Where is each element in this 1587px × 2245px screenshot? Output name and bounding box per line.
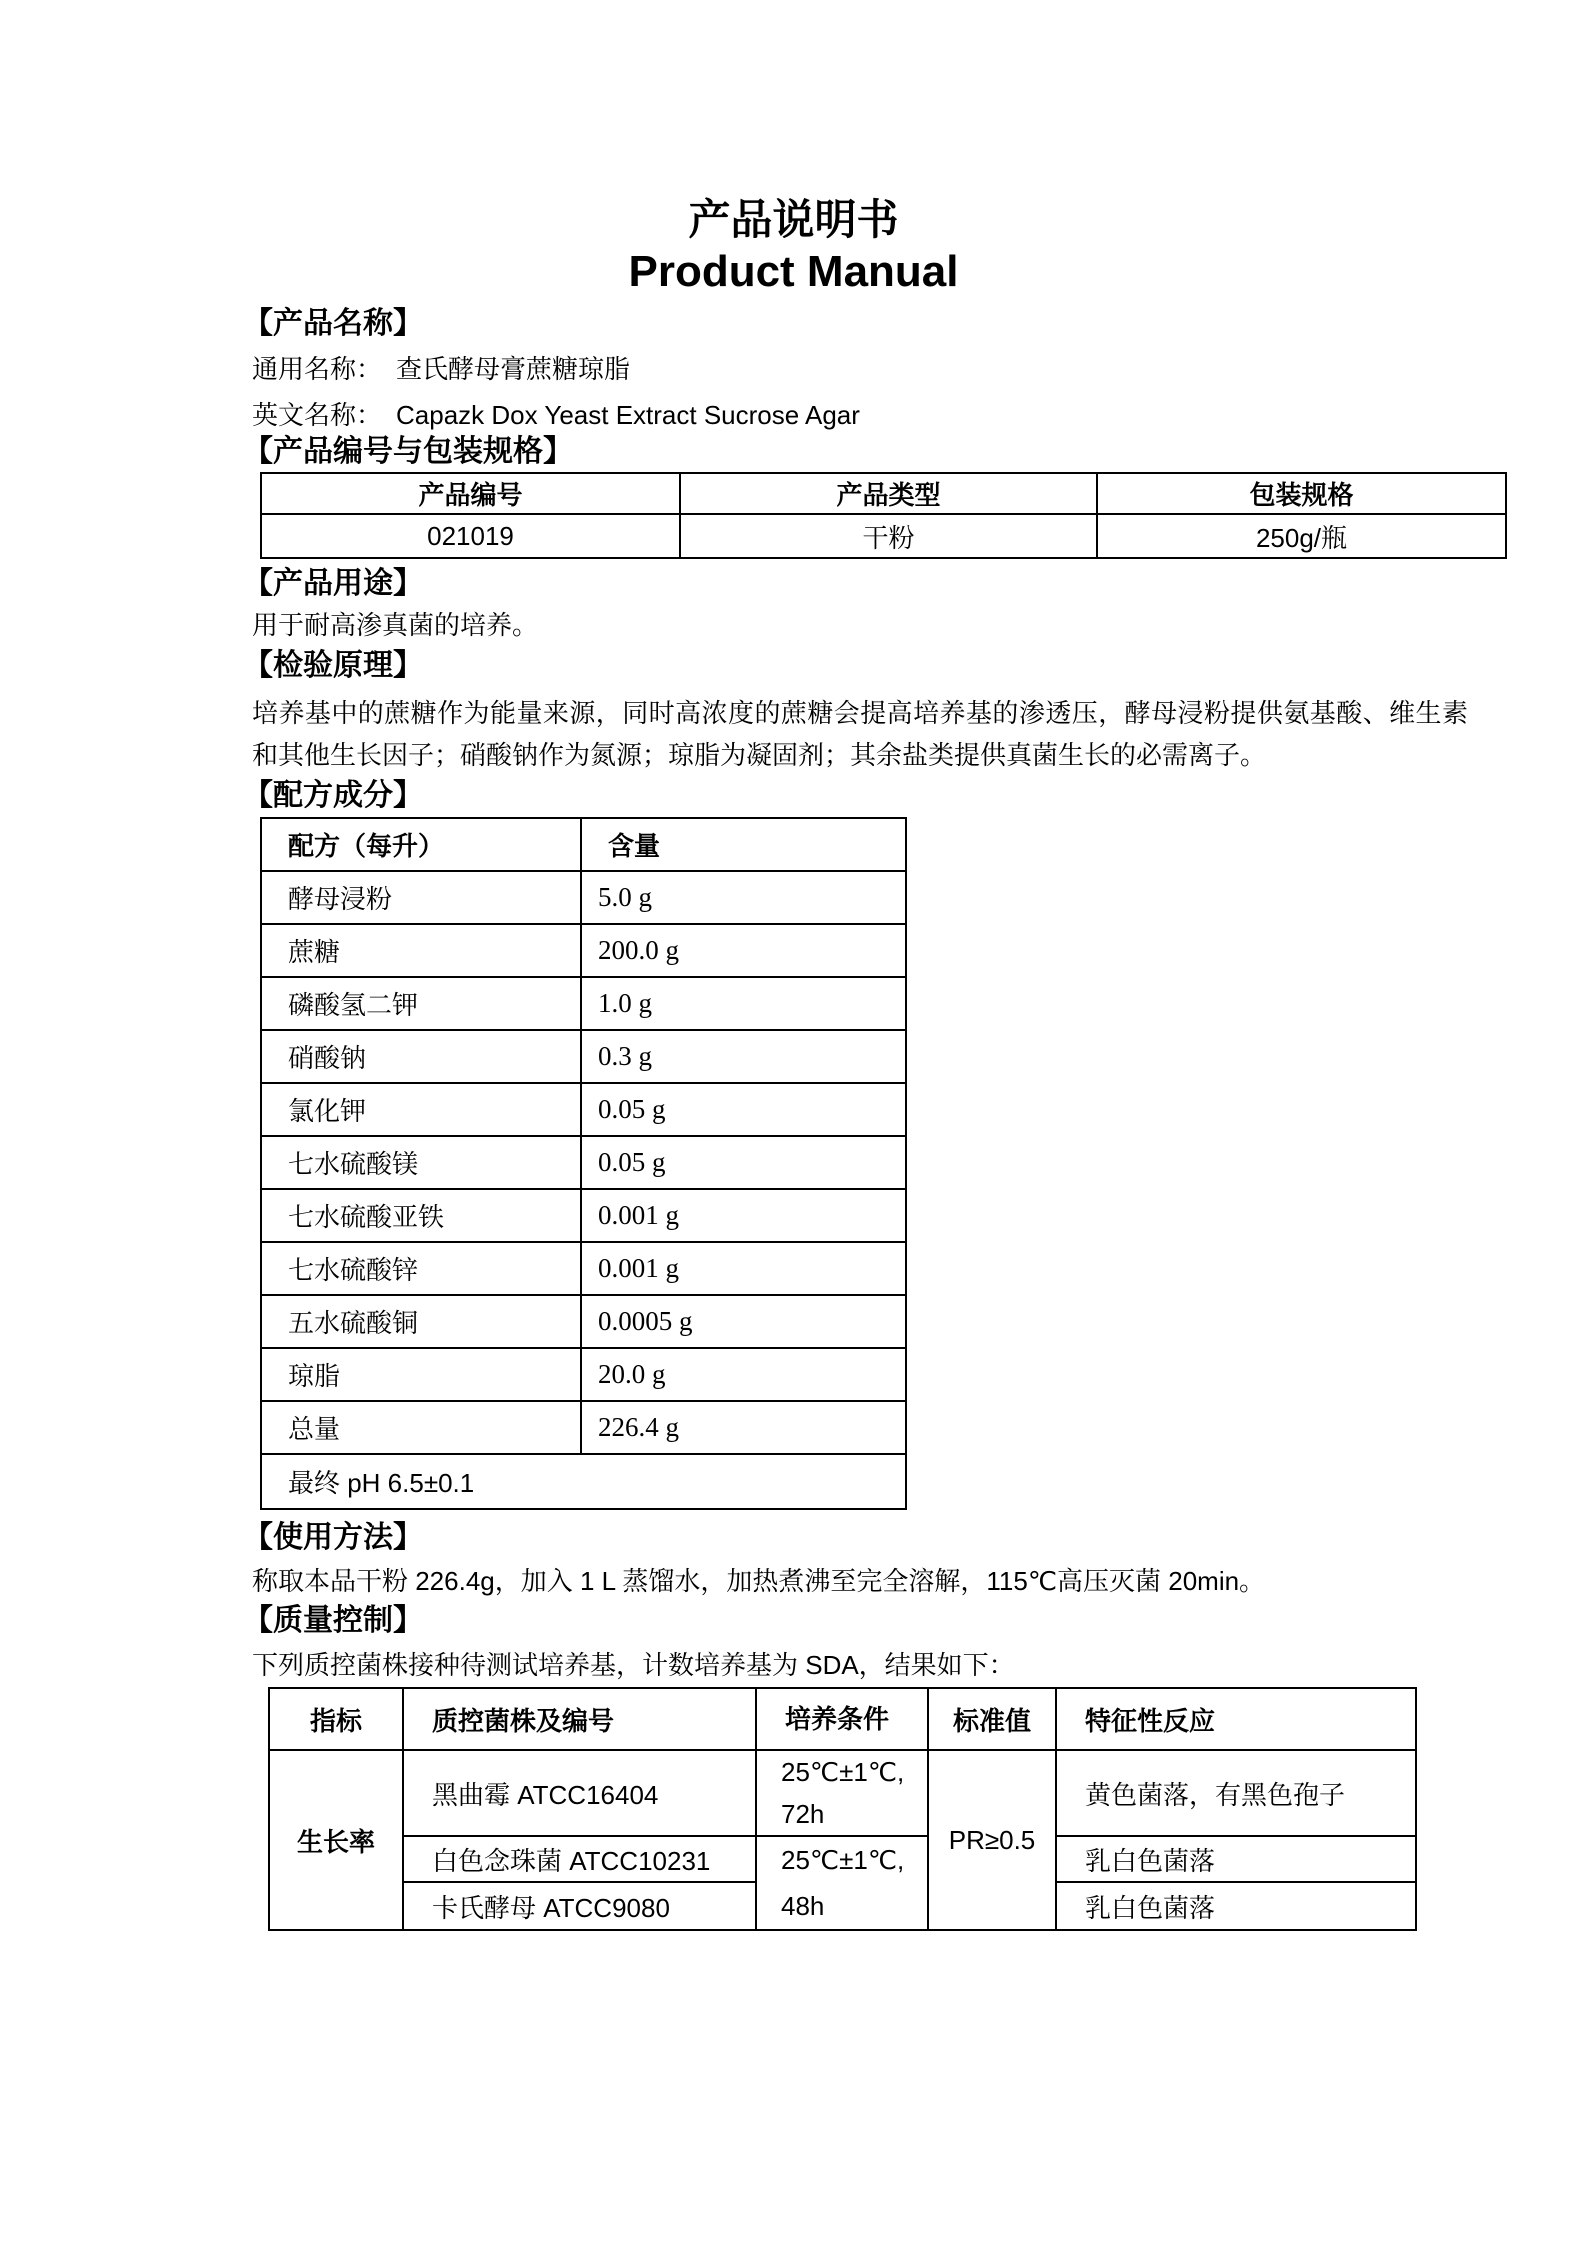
formula-header-row [261,818,906,871]
table-row [261,1348,906,1401]
total-amount: 226.4 g [581,1401,906,1454]
heading-usage: 【产品用途】 [243,567,423,600]
generic-name-line [252,352,630,386]
ingredient-name: 磷酸氢二钾 [261,977,581,1030]
qc-strain-cell: 卡氏酵母 ATCC9080 [403,1882,756,1930]
page-title-cn: 产品说明书 [688,196,899,243]
qc-table [268,1687,1417,1931]
formula-table [260,817,907,1510]
qc-indicator-cell: 生长率 [269,1750,403,1930]
ingredient-amount: 0.001 g [581,1189,906,1242]
product-code-cell: 021019 [261,514,680,558]
formula-header-name: 配方（每升） [261,818,581,871]
qc-header-condition: 培养条件 [756,1688,928,1750]
ingredient-name: 五水硫酸铜 [261,1295,581,1348]
english-name-line [252,398,860,432]
ingredient-amount: 0.05 g [581,1083,906,1136]
qc-reaction-cell: 黄色菌落，有黑色孢子 [1056,1750,1416,1836]
qc-standard-cell: PR≥0.5 [928,1750,1056,1930]
qc-strain-cell: 白色念珠菌 ATCC10231 [403,1836,756,1882]
generic-name-label: 通用名称： [252,354,383,384]
qc-condition-line1: 25℃±1℃, [781,1757,905,1787]
package-spec-cell: 250g/瓶 [1097,514,1506,558]
ingredient-name: 七水硫酸锌 [261,1242,581,1295]
table-row [261,1401,906,1454]
catalog-data-row [261,514,1506,558]
qc-condition-merged-cell [756,1836,928,1930]
table-row [261,1083,906,1136]
qc-condition-line1: 25℃±1℃, [781,1845,905,1875]
method-text: 称取本品干粉 226.4g，加入 1 L 蒸馏水，加热煮沸至完全溶解，115℃高压灭菌 20min。 [252,1566,1266,1596]
qc-strain-cell: 黑曲霉 ATCC16404 [403,1750,756,1836]
qc-reaction-cell: 乳白色菌落 [1056,1836,1416,1882]
ingredient-amount: 1.0 g [581,977,906,1030]
qc-header-reaction: 特征性反应 [1056,1688,1416,1750]
table-row [261,1242,906,1295]
qc-reaction-cell: 乳白色菌落 [1056,1882,1416,1930]
qc-header-row [269,1688,1416,1750]
table-row [261,1136,906,1189]
table-row [269,1836,1416,1882]
final-ph: 最终 pH 6.5±0.1 [261,1454,906,1509]
catalog-header-product-type: 产品类型 [680,473,1097,514]
table-row [261,1030,906,1083]
ingredient-amount: 20.0 g [581,1348,906,1401]
ingredient-name: 氯化钾 [261,1083,581,1136]
principle-paragraph: 培养基中的蔗糖作为能量来源，同时高浓度的蔗糖会提高培养基的渗透压，酵母浸粉提供氨基酸、维生素和其他生长因子；硝酸钠作为氮源；琼脂为凝固剂；其余盐类提供真菌生长的必需离子。 [252,698,1468,770]
heading-product-name: 【产品名称】 [243,307,423,340]
heading-catalog: 【产品编号与包装规格】 [243,435,573,468]
ingredient-name: 七水硫酸亚铁 [261,1189,581,1242]
ingredient-amount: 0.3 g [581,1030,906,1083]
ingredient-amount: 5.0 g [581,871,906,924]
qc-intro-text: 下列质控菌株接种待测试培养基，计数培养基为 SDA，结果如下： [252,1650,1015,1680]
catalog-header-package-spec: 包装规格 [1097,473,1506,514]
table-row [269,1750,1416,1836]
ingredient-name: 蔗糖 [261,924,581,977]
heading-qc: 【质量控制】 [243,1604,423,1637]
usage-text: 用于耐高渗真菌的培养。 [252,610,539,640]
heading-principle: 【检验原理】 [243,649,423,682]
ingredient-name: 七水硫酸镁 [261,1136,581,1189]
catalog-table [260,472,1507,559]
qc-condition-line2: 72h [781,1799,825,1829]
table-row [261,1295,906,1348]
catalog-header-product-code: 产品编号 [261,473,680,514]
qc-header-standard: 标准值 [928,1688,1056,1750]
english-name-value: Capazk Dox Yeast Extract Sucrose Agar [396,400,860,430]
product-type-cell: 干粉 [680,514,1097,558]
table-row [261,1189,906,1242]
table-row [261,977,906,1030]
ingredient-amount: 0.001 g [581,1242,906,1295]
ph-row [261,1454,906,1509]
ingredient-name: 硝酸钠 [261,1030,581,1083]
formula-header-amount: 含量 [581,818,906,871]
ingredient-name: 琼脂 [261,1348,581,1401]
qc-header-indicator: 指标 [269,1688,403,1750]
catalog-header-row [261,473,1506,514]
qc-header-strain: 质控菌株及编号 [403,1688,756,1750]
ingredient-amount: 0.05 g [581,1136,906,1189]
ingredient-amount: 0.0005 g [581,1295,906,1348]
ingredient-name: 酵母浸粉 [261,871,581,924]
generic-name-value: 查氏酵母膏蔗糖琼脂 [396,354,631,384]
qc-condition-cell [756,1750,928,1836]
ingredient-amount: 200.0 g [581,924,906,977]
heading-method: 【使用方法】 [243,1521,423,1554]
page-title-en: Product Manual [628,247,959,296]
qc-condition-line2: 48h [781,1891,825,1921]
total-name: 总量 [261,1401,581,1454]
heading-formula: 【配方成分】 [243,779,423,812]
table-row [261,924,906,977]
english-name-label: 英文名称： [252,400,383,430]
table-row [261,871,906,924]
